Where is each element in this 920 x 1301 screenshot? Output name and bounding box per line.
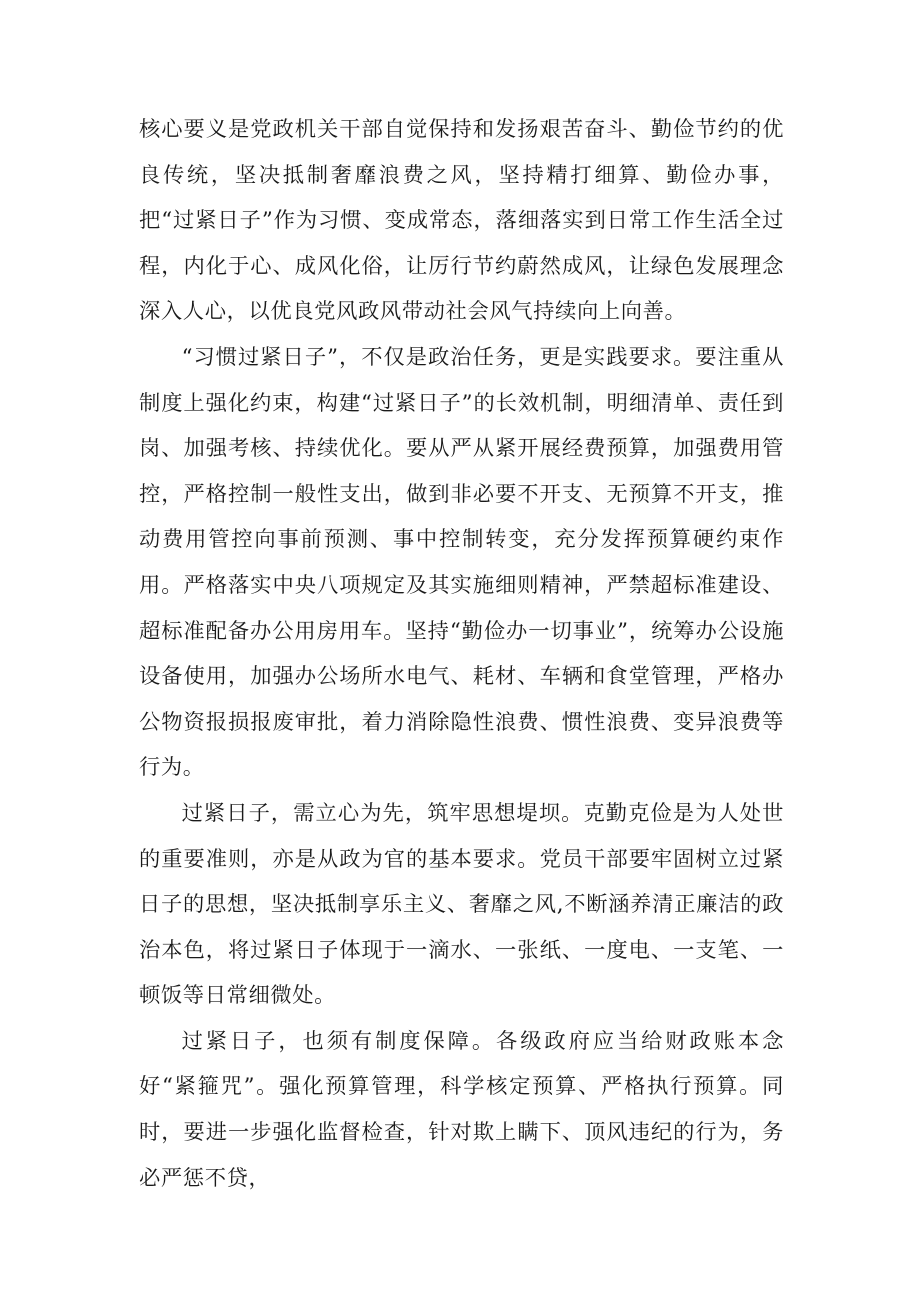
document-body xyxy=(139,107,784,1201)
paragraph-continuation: 核心要义是党政机关干部自觉保持和发扬艰苦奋斗、勤俭节约的优良传统，坚决抵制奢靡浪费之风，坚持精打细算、勤俭办事，把“过紧日子”作为习惯、变成常态，落细落实到日常工作生活全过程，内化于心、成风化俗，让厉行节约蔚然成风，让绿色发展理念深入人心，以优良党风政风带动社会风气持续向上向善。 xyxy=(139,117,784,325)
paragraph-practice-requirements: “习惯过紧日子”，不仅是政治任务，更是实践要求。要注重从制度上强化约束，构建“过紧日子”的长效机制，明细清单、责任到岗、加强考核、持续优化。要从严从紧开展经费预算，加强费用管控，严格控制一般性支出，做到非必要不开支、无预算不开支，推动费用管控向事前预测、事中控制转变，充分发挥预算硬约束作用。严格落实中央八项规定及其实施细则精神，严禁超标准建设、超标准配备办公用房用车。坚持“勤俭办一切事业”，统筹办公设施设备使用，加强办公场所水电气、耗材、车辆和食堂管理，严格办公物资报损报废审批，着力消除隐性浪费、惯性浪费、变异浪费等行为。 xyxy=(139,344,784,781)
paragraph-institutional-guarantee: 过紧日子，也须有制度保障。各级政府应当给财政账本念好“紧箍咒”。强化预算管理，科学核定预算、严格执行预算。同时，要进一步强化监督检查，针对欺上瞒下、顶风违纪的行为，务必严惩不贷， xyxy=(139,1028,784,1191)
paragraph-mindset: 过紧日子，需立心为先，筑牢思想堤坝。克勤克俭是为人处世的重要准则，亦是从政为官的基本要求。党员干部要牢固树立过紧日子的思想，坚决抵制享乐主义、奢靡之风,不断涵养清正廉洁的政治本色，将过紧日子体现于一滴水、一张纸、一度电、一支笔、一顿饭等日常细微处。 xyxy=(139,800,784,1009)
